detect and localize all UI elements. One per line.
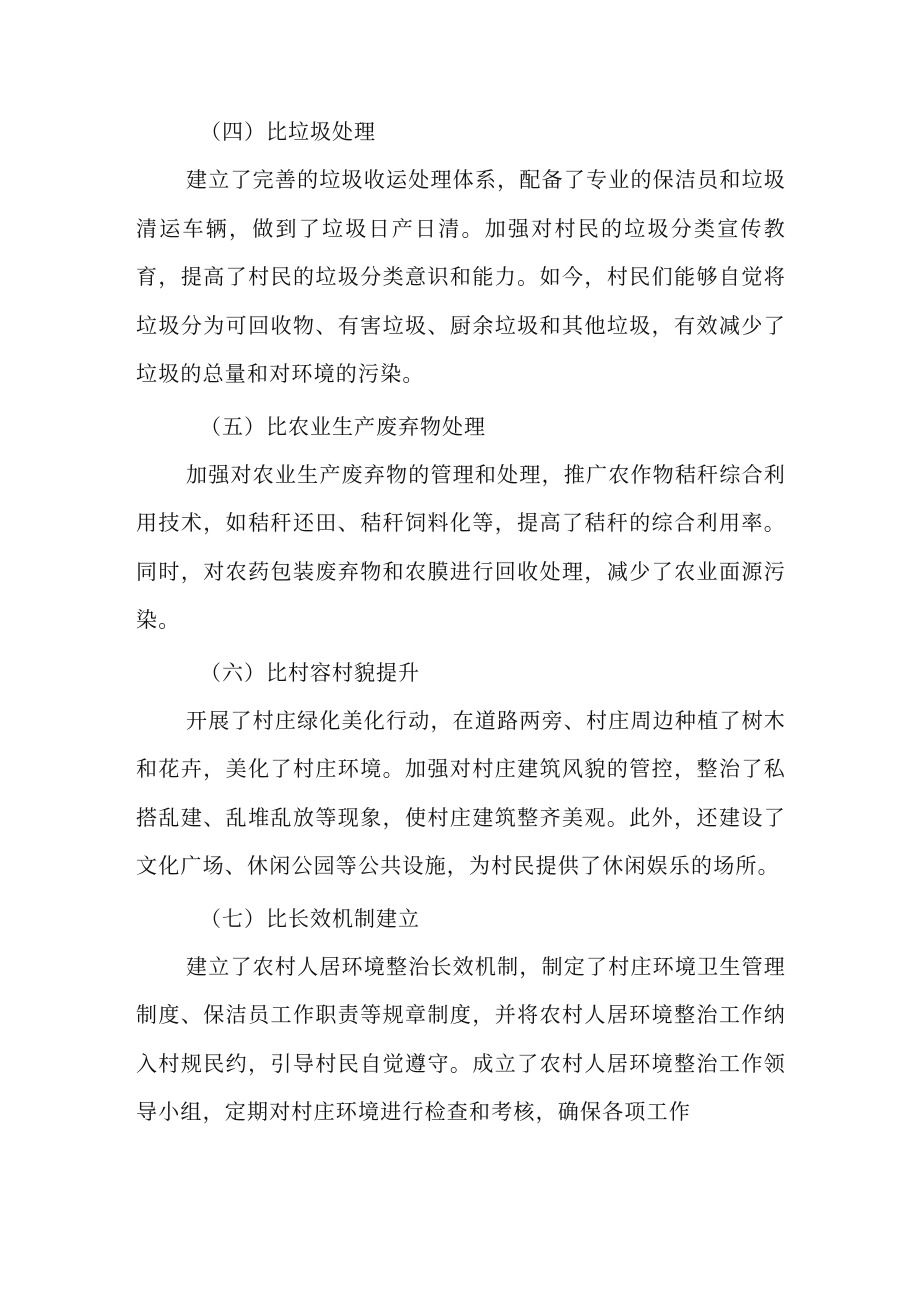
section-paragraph-6: 开展了村庄绿化美化行动，在道路两旁、村庄周边种植了树木和花卉，美化了村庄环境。加强对村庄建筑风貌的管控，整治了私搭乱建、乱堆乱放等现象，使村庄建筑整齐美观。此外，还建设了文化广场、休闲公园等公共设施，为村民提供了休闲娱乐的场所。 xyxy=(136,708,786,878)
section-heading-5: （五）比农业生产废弃物处理 xyxy=(200,414,486,439)
section-paragraph-4: 建立了完善的垃圾收运处理体系，配备了专业的保洁员和垃圾清运车辆，做到了垃圾日产日清。加强对村民的垃圾分类宣传教育，提高了村民的垃圾分类意识和能力。如今，村民们能够自觉将垃圾分为可回收物、有害垃圾、厨余垃圾和其他垃圾，有效减少了垃圾的总量和对环境的污染。 xyxy=(136,168,786,386)
section-paragraph-5: 加强对农业生产废弃物的管理和处理，推广农作物秸秆综合利用技术，如秸秆还田、秸秆饲料化等，提高了秸秆的综合利用率。同时，对农药包装废弃物和农膜进行回收处理，减少了农业面源污染。 xyxy=(136,462,786,632)
section-heading-7: （七）比长效机制建立 xyxy=(200,906,420,931)
section-heading-6: （六）比村容村貌提升 xyxy=(200,660,420,685)
section-heading-4: （四）比垃圾处理 xyxy=(200,120,376,144)
section-paragraph-7: 建立了农村人居环境整治长效机制，制定了村庄环境卫生管理制度、保洁员工作职责等规章制度，并将农村人居环境整治工作纳入村规民约，引导村民自觉遵守。成立了农村人居环境整治工作领导小组，定期对村庄环境进行检查和考核，确保各项工作 xyxy=(136,954,786,1124)
document-body xyxy=(136,108,786,1141)
